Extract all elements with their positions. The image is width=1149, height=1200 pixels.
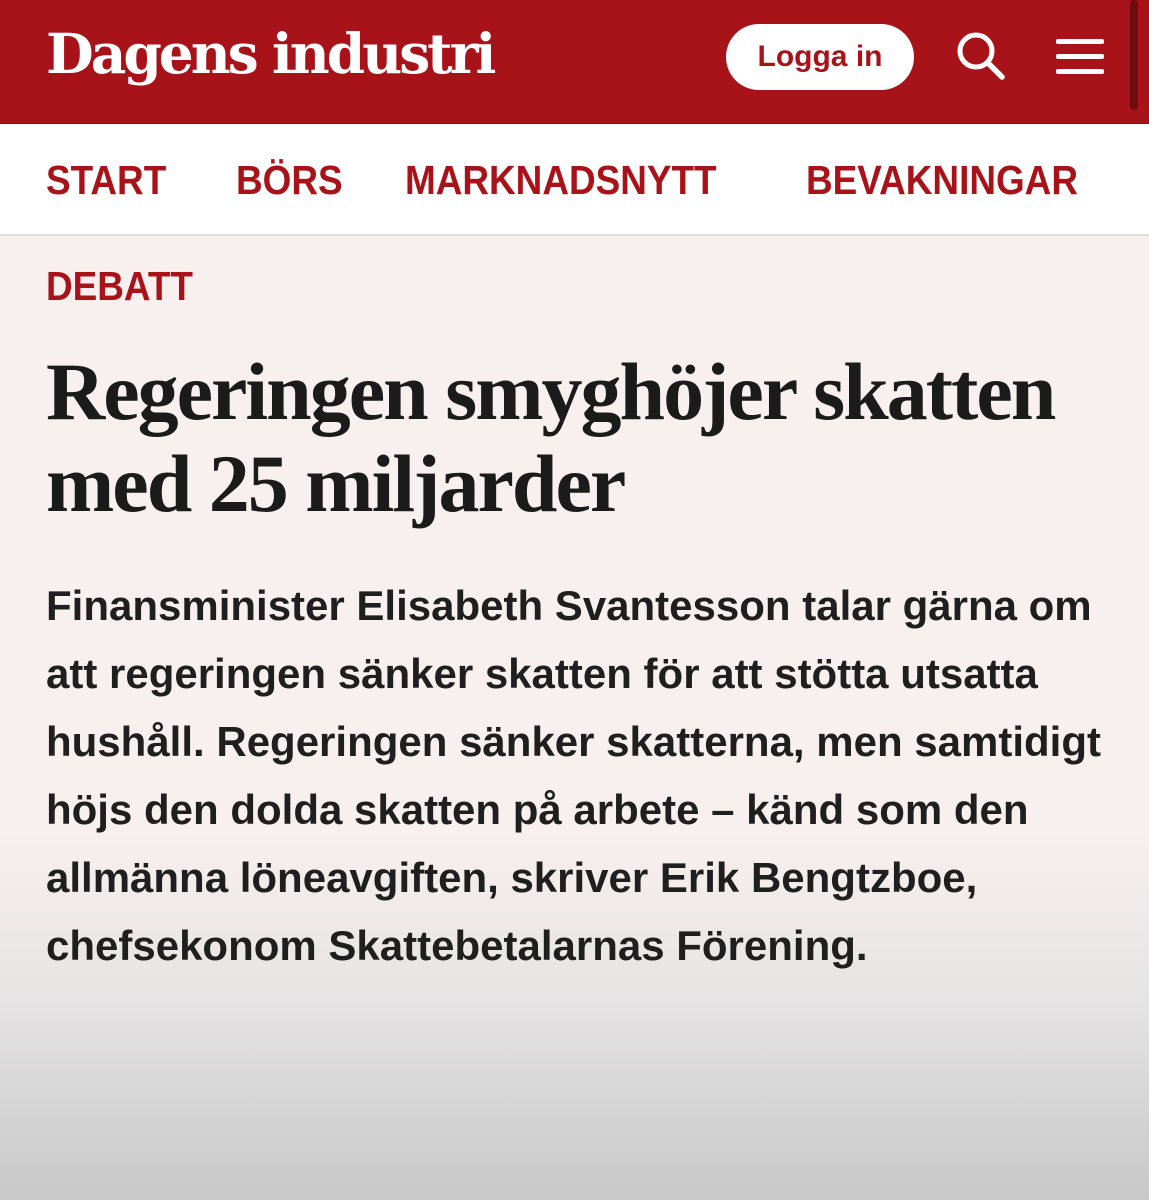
nav-item-marknadsnytt[interactable]: MARKNADSNYTT: [405, 157, 717, 203]
search-button[interactable]: [950, 26, 1010, 86]
article-lead: Finansminister Elisabeth Svantesson talar gärna om att regeringen sänker skatten för att stötta utsatta hushåll. Regeringen sänker skatterna, men samtidigt höjs den dolda skatten på arbete – känd som den allmänna löneavgiften, skriver Erik Bengtzboe, chefsekonom Skattebetalarnas Förening.: [46, 582, 1101, 969]
site-header: [0, 0, 1149, 124]
article-category[interactable]: DEBATT: [46, 263, 193, 309]
nav-item-start[interactable]: START: [46, 157, 167, 203]
hamburger-menu-icon: [1050, 26, 1110, 86]
site-logo[interactable]: Dagens industri: [46, 21, 494, 86]
scroll-indicator[interactable]: [1130, 0, 1138, 110]
article: [0, 236, 1149, 1200]
menu-button[interactable]: [1050, 26, 1110, 86]
article-headline: Regeringen smyghöjer skatten med 25 miljarder: [46, 346, 1055, 529]
nav-item-bevakningar[interactable]: BEVAKNINGAR: [806, 157, 1078, 203]
nav-item-bors[interactable]: BÖRS: [236, 157, 343, 203]
login-button[interactable]: Logga in: [726, 24, 914, 90]
search-icon: [950, 26, 1010, 86]
main-navigation: [0, 124, 1149, 236]
